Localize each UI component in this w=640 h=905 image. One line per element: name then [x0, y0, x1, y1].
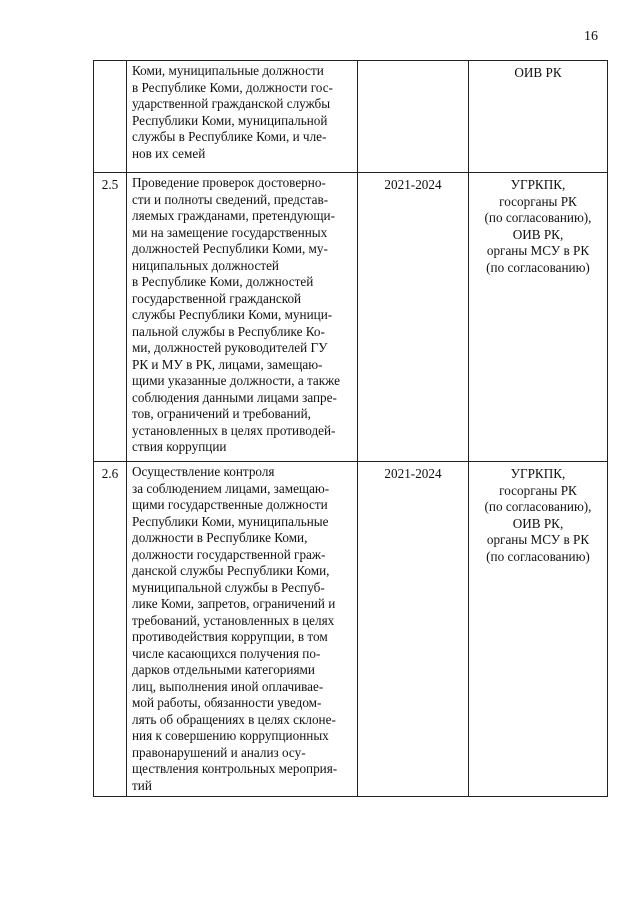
row-number: 2.5 [94, 173, 127, 462]
row-number [94, 61, 127, 173]
executors-cell: ОИВ РК [469, 61, 608, 173]
measures-table [93, 60, 608, 797]
table-row [94, 173, 608, 462]
measure-description: Проведение проверок достоверно- сти и полноты сведений, представ- ляемых гражданами, претендующи- ми на замещение государственных должностей Республики Коми, му- ниципальных должностей в Республике Коми, должностей государственной гражданской службы Республики Коми, муници- пальной службы в Республике Ко- ми, должностей руководителей ГУ РК и МУ в РК, лицами, замещаю- щими указанные должности, а также соблюдения данными лицами запре- тов, ограничений и требований, установленных в целях противодей- ствия коррупции [127, 173, 358, 462]
executors-cell: УГРКПК, госорганы РК (по согласованию), ОИВ РК, органы МСУ в РК (по согласованию) [469, 462, 608, 797]
period-cell [358, 61, 469, 173]
measure-description: Коми, муниципальные должности в Республике Коми, должности гос- ударственной гражданской службы Республики Коми, муниципальной службы в Республике Коми, и чле- нов их семей [127, 61, 358, 173]
table-row [94, 462, 608, 797]
table-row [94, 61, 608, 173]
period-cell: 2021-2024 [358, 173, 469, 462]
measure-description: Осуществление контроля за соблюдением лицами, замещаю- щими государственные должности Республики Коми, муниципальные должности в Республике Коми, должности государственной граж- данской службы Республики Коми, муниципальной службы в Респуб- лике Коми, запретов, ограничений и требований, установленных в целях противодействия коррупции, в том числе касающихся получения по- дарков отдельными категориями лиц, выполнения иной оплачивае- мой работы, обязанности уведом- лять об обращениях в целях склоне- ния к совершению коррупционных правонарушений и анализ осу- ществления контрольных мероприя- тий [127, 462, 358, 797]
executors-cell: УГРКПК, госорганы РК (по согласованию), ОИВ РК, органы МСУ в РК (по согласованию) [469, 173, 608, 462]
page-number: 16 [584, 29, 598, 44]
period-cell: 2021-2024 [358, 462, 469, 797]
row-number: 2.6 [94, 462, 127, 797]
